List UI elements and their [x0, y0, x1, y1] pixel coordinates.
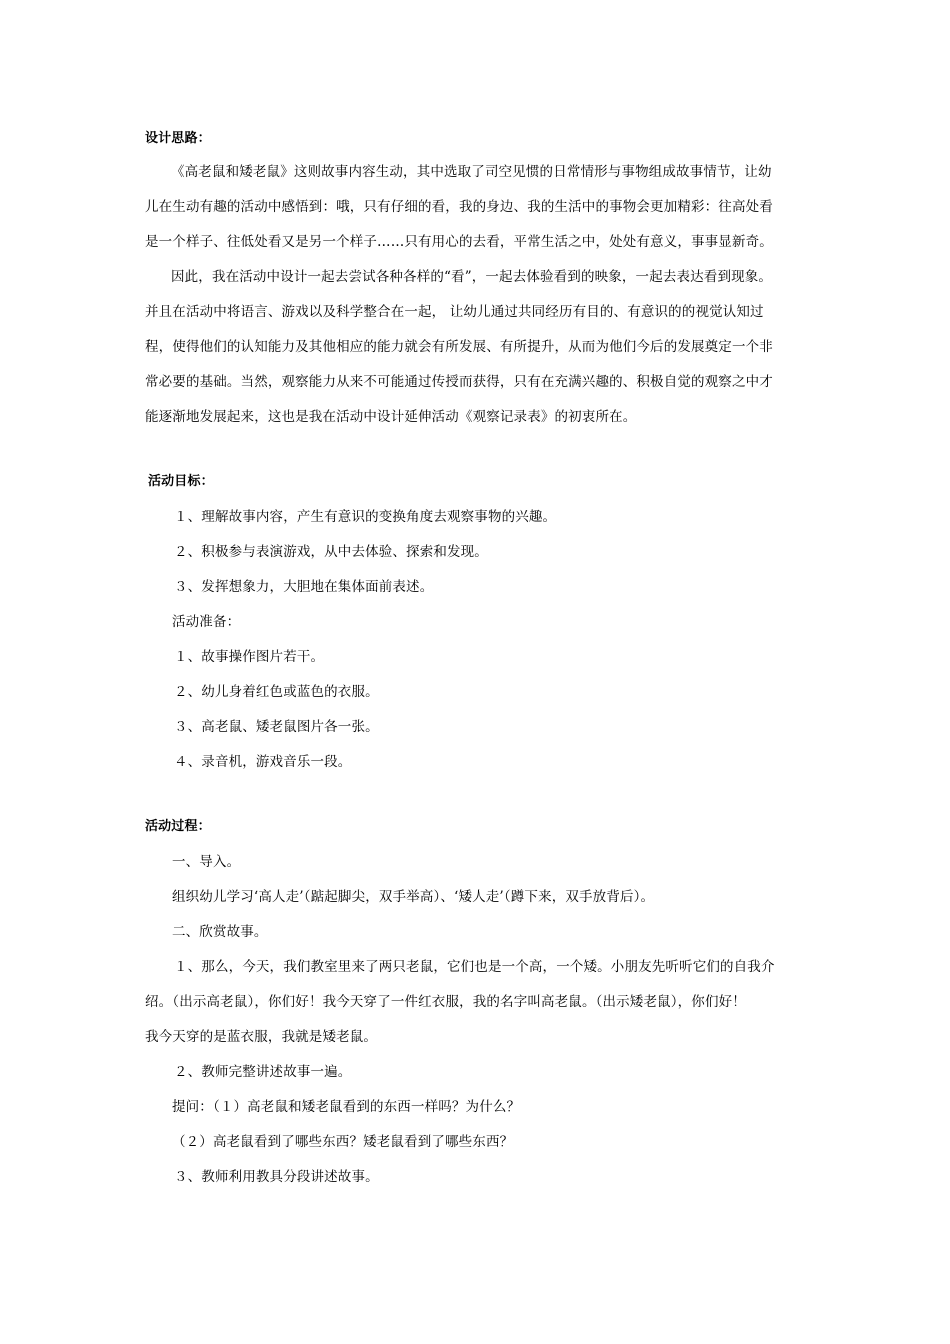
- design-heading: 设计思路：: [145, 131, 211, 146]
- prep-item: １、故事操作图片若干。: [174, 649, 325, 665]
- process-line: ３、教师利用教具分段讲述故事。: [174, 1169, 379, 1185]
- design-paragraph-line: 是一个样子、往低处看又是另一个样子……只有用心的去看，平常生活之中，处处有意义，事事显新奇。: [145, 234, 773, 250]
- process-line: ２、教师完整讲述故事一遍。: [174, 1064, 352, 1080]
- process-line: 二、欣赏故事。: [172, 924, 268, 940]
- process-line: 一、导入。: [172, 854, 241, 870]
- goals-heading: 活动目标：: [148, 474, 214, 489]
- prep-item: ３、高老鼠、矮老鼠图片各一张。: [174, 719, 379, 735]
- process-line: 我今天穿的是蓝衣服，我就是矮老鼠。: [145, 1029, 378, 1045]
- process-line: 绍。（出示高老鼠），你们好！我今天穿了一件红衣服，我的名字叫高老鼠。（出示矮老鼠），你们好！: [145, 994, 746, 1010]
- design-paragraph-line: 常必要的基础。当然，观察能力从来不可能通过传授而获得，只有在充满兴趣的、积极自觉的观察之中才: [145, 374, 773, 390]
- design-paragraph-line: 程，使得他们的认知能力及其他相应的能力就会有所发展、有所提升，从而为他们今后的发展奠定一个非: [145, 339, 773, 355]
- design-paragraph-line: 因此，我在活动中设计一起去尝试各种各样的“看”，一起去体验看到的映象，一起去表达看到现象。: [171, 269, 773, 285]
- process-line: １、那么，今天，我们教室里来了两只老鼠，它们也是一个高，一个矮。小朋友先听听它们的自我介: [174, 959, 775, 975]
- process-line: 组织幼儿学习‘高人走’（踮起脚尖，双手举高）、‘矮人走’（蹲下来，双手放背后）。: [172, 889, 655, 905]
- goal-item: ２、积极参与表演游戏，从中去体验、探索和发现。: [174, 544, 488, 560]
- prep-item: ４、录音机，游戏音乐一段。: [174, 754, 352, 770]
- process-line: 提问：（１）高老鼠和矮老鼠看到的东西一样吗？为什么？: [172, 1099, 521, 1115]
- design-paragraph-line: 《高老鼠和矮老鼠》这则故事内容生动，其中选取了司空见惯的日常情形与事物组成故事情节，让幼: [171, 164, 772, 180]
- prep-heading: 活动准备：: [172, 614, 241, 630]
- design-paragraph-line: 并且在活动中将语言、游戏以及科学整合在一起， 让幼儿通过共同经历有目的、有意识的的视觉认知过: [145, 304, 764, 320]
- goal-item: １、理解故事内容，产生有意识的变换角度去观察事物的兴趣。: [174, 509, 557, 525]
- goal-item: ３、发挥想象力，大胆地在集体面前表述。: [174, 579, 434, 595]
- process-line: （２）高老鼠看到了哪些东西？矮老鼠看到了哪些东西？: [172, 1134, 514, 1150]
- design-paragraph-line: 儿在生动有趣的活动中感悟到：哦，只有仔细的看，我的身边、我的生活中的事物会更加精彩：往高处看: [145, 199, 773, 215]
- process-heading: 活动过程：: [145, 819, 211, 834]
- design-paragraph-line: 能逐渐地发展起来，这也是我在活动中设计延伸活动《观察记录表》的初衷所在。: [145, 409, 637, 425]
- prep-item: ２、幼儿身着红色或蓝色的衣服。: [174, 684, 379, 700]
